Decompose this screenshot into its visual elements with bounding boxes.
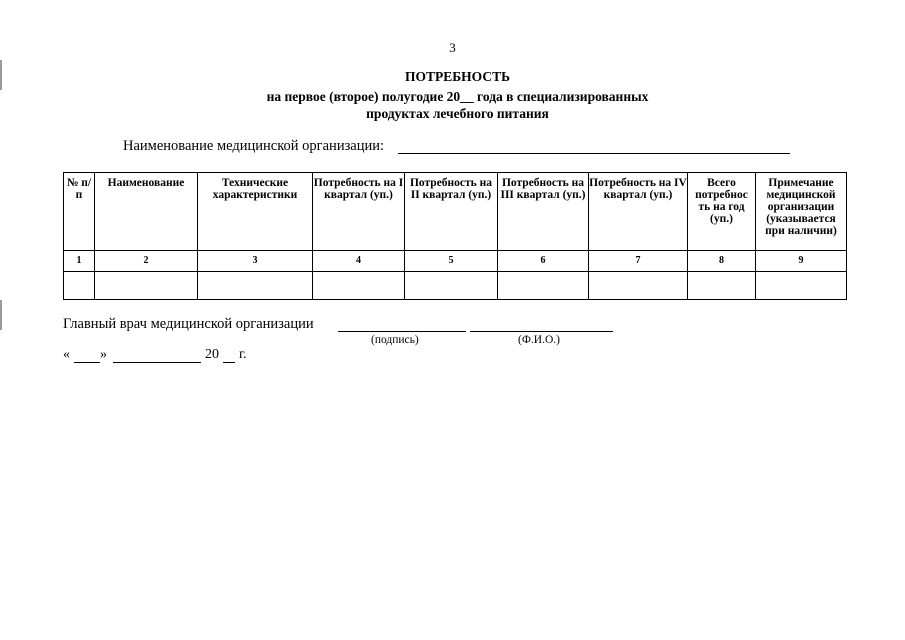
column-number: 1: [64, 251, 95, 272]
table-row: [64, 272, 847, 300]
column-header: Потребность на I квартал (уп.): [313, 173, 405, 251]
table-cell[interactable]: [756, 272, 847, 300]
table-cell[interactable]: [688, 272, 756, 300]
column-number: 5: [405, 251, 498, 272]
date-close-quote: »: [100, 347, 107, 362]
column-number: 6: [498, 251, 589, 272]
column-header: Всего потребнос ть на год (уп.): [688, 173, 756, 251]
requirements-table: [63, 172, 847, 300]
table-cell[interactable]: [198, 272, 313, 300]
table-cell[interactable]: [589, 272, 688, 300]
organization-name-field[interactable]: [398, 153, 790, 154]
table-header-row: [64, 173, 847, 251]
table-cell[interactable]: [64, 272, 95, 300]
column-number: 7: [589, 251, 688, 272]
page-number: 3: [449, 40, 456, 55]
date-year-field[interactable]: [223, 362, 235, 363]
column-number: 8: [688, 251, 756, 272]
full-name-field[interactable]: [470, 331, 613, 332]
document-title: ПОТРЕБНОСТЬ: [404, 69, 511, 84]
date-day-field[interactable]: [74, 362, 100, 363]
signature-field[interactable]: [338, 331, 466, 332]
scan-edge-mark: [0, 300, 2, 330]
table-cell[interactable]: [498, 272, 589, 300]
date-open-quote: «: [63, 347, 70, 362]
date-month-field[interactable]: [113, 362, 201, 363]
signature-caption: (подпись): [371, 334, 419, 346]
organization-name-label: Наименование медицинской организации:: [123, 138, 385, 154]
column-header: Потребность на III квартал (уп.): [498, 173, 589, 251]
date-year-suffix: г.: [239, 347, 247, 362]
column-number: 4: [313, 251, 405, 272]
column-number-row: [64, 251, 847, 272]
column-number: 9: [756, 251, 847, 272]
chief-physician-label: Главный врач медицинской организации: [63, 316, 314, 332]
column-header: Потребность на IV квартал (уп.): [589, 173, 688, 251]
column-header: Примечание медицинской организации (указывается при наличии): [756, 173, 847, 251]
document-subtitle-line-1: на первое (второе) полугодие 20__ года в специализированных: [266, 89, 649, 104]
full-name-caption: (Ф.И.О.): [518, 334, 560, 346]
table-cell[interactable]: [313, 272, 405, 300]
column-number: 3: [198, 251, 313, 272]
column-header: Технические характеристики: [198, 173, 313, 251]
column-header: № п/п: [64, 173, 95, 251]
date-year-prefix: 20: [205, 347, 219, 362]
column-header: Наименование: [95, 173, 198, 251]
column-number: 2: [95, 251, 198, 272]
scan-edge-mark: [0, 60, 2, 90]
document-subtitle-line-2: продуктах лечебного питания: [366, 106, 549, 121]
table-cell[interactable]: [95, 272, 198, 300]
column-header: Потребность на II квартал (уп.): [405, 173, 498, 251]
table-cell[interactable]: [405, 272, 498, 300]
